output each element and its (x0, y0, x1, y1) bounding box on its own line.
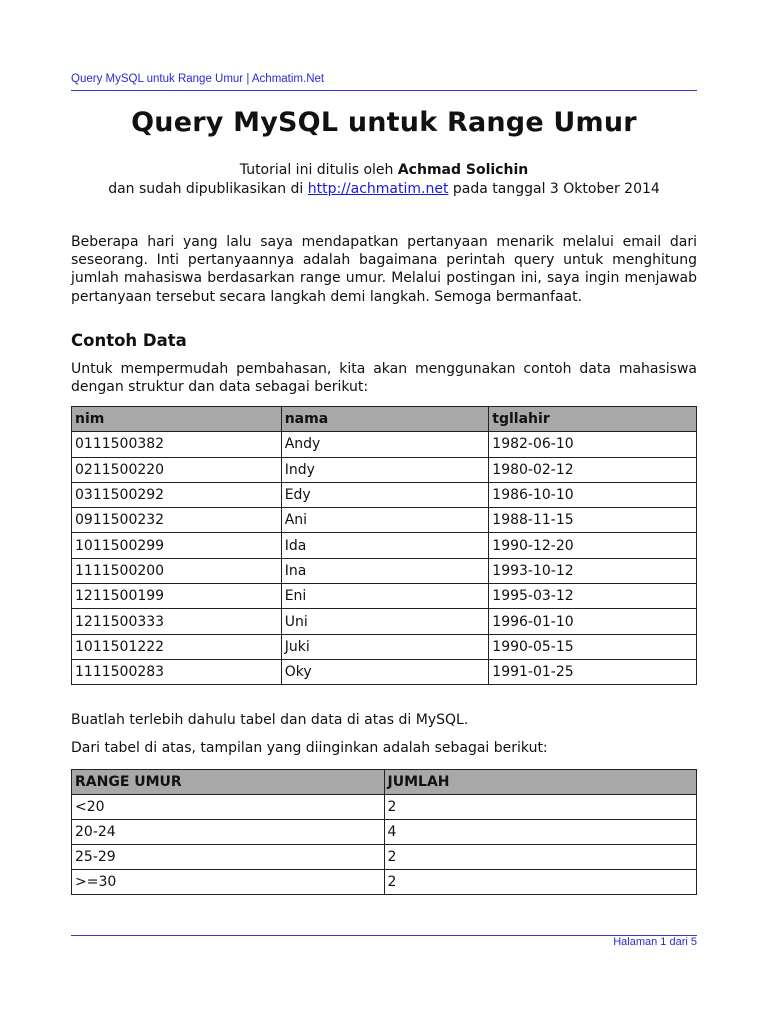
intro-paragraph: Beberapa hari yang lalu saya mendapatkan pertanyaan menarik melalui email dari seseorang. Inti pertanyaannya adalah bagaimana perintah query untuk menghitung jumlah mahasiswa berdasarkan range umur. Melalui postingan ini, saya ingin menjawab pertanyaan tersebut secara langkah demi langkah. Semoga bermanfaat. (71, 234, 697, 305)
table-cell: 1980-02-12 (489, 457, 697, 482)
column-header: JUMLAH (384, 770, 696, 795)
table-row (72, 508, 697, 533)
table-cell: 0911500232 (72, 508, 282, 533)
table-cell: 1990-12-20 (489, 533, 697, 558)
table-row (72, 845, 697, 870)
column-header: nim (72, 407, 282, 432)
table-cell: 0111500382 (72, 432, 282, 457)
document-title: Query MySQL untuk Range Umur (131, 107, 637, 138)
table-row (72, 533, 697, 558)
byline (71, 161, 697, 199)
table-cell: 0211500220 (72, 457, 282, 482)
table-cell: Andy (281, 432, 489, 457)
table-row (72, 659, 697, 684)
table-cell: 1995-03-12 (489, 584, 697, 609)
footer-divider (71, 935, 697, 936)
table-cell: 1111500283 (72, 659, 282, 684)
table-cell: 1986-10-10 (489, 482, 697, 507)
table-row (72, 482, 697, 507)
section-intro-paragraph: Untuk mempermudah pembahasan, kita akan menggunakan contoh data mahasiswa dengan struktur dan data sebagai berikut: (71, 361, 697, 396)
table-cell: Ida (281, 533, 489, 558)
table-row (72, 558, 697, 583)
page-number: Halaman 1 dari 5 (613, 936, 697, 948)
table-row (72, 584, 697, 609)
table-cell: 0311500292 (72, 482, 282, 507)
byline-date: pada tanggal 3 Oktober 2014 (448, 181, 660, 197)
table-cell: 2 (384, 795, 696, 820)
table-row (72, 870, 697, 895)
table-row (72, 795, 697, 820)
table-row (72, 609, 697, 634)
byline-line-2 (71, 180, 697, 199)
table-cell: 1982-06-10 (489, 432, 697, 457)
table-cell: 1011501222 (72, 634, 282, 659)
table-cell: Oky (281, 659, 489, 684)
table-cell: 1993-10-12 (489, 558, 697, 583)
table-cell: 1211500333 (72, 609, 282, 634)
instruction-paragraph: Buatlah terlebih dahulu tabel dan data di atas di MySQL. (71, 712, 469, 728)
table-cell: Uni (281, 609, 489, 634)
table-row (72, 820, 697, 845)
table-cell: <20 (72, 795, 385, 820)
age-range-table (71, 769, 697, 895)
table-cell: 25-29 (72, 845, 385, 870)
table-cell: 1211500199 (72, 584, 282, 609)
table-cell: 1111500200 (72, 558, 282, 583)
table-cell: 20-24 (72, 820, 385, 845)
table-cell: Ina (281, 558, 489, 583)
table-header-row (72, 407, 697, 432)
column-header: tgllahir (489, 407, 697, 432)
byline-published-prefix: dan sudah dipublikasikan di (108, 181, 308, 197)
section-heading: Contoh Data (71, 331, 187, 350)
table-row (72, 457, 697, 482)
column-header: RANGE UMUR (72, 770, 385, 795)
table-cell: Juki (281, 634, 489, 659)
table-cell: 1990-05-15 (489, 634, 697, 659)
table-cell: Ani (281, 508, 489, 533)
table-cell: Indy (281, 457, 489, 482)
expected-output-paragraph: Dari tabel di atas, tampilan yang diinginkan adalah sebagai berikut: (71, 740, 548, 756)
students-table (71, 406, 697, 685)
table-cell: 2 (384, 845, 696, 870)
table-cell: 1011500299 (72, 533, 282, 558)
byline-line-1 (71, 161, 697, 180)
site-link[interactable]: http://achmatim.net (307, 181, 449, 197)
table-cell: 2 (384, 870, 696, 895)
table-cell: Eni (281, 584, 489, 609)
table-row (72, 634, 697, 659)
byline-prefix: Tutorial ini ditulis oleh (239, 162, 398, 178)
table-cell: >=30 (72, 870, 385, 895)
author-name: Achmad Solichin (397, 162, 529, 178)
table-cell: 1988-11-15 (489, 508, 697, 533)
table-cell: 1996-01-10 (489, 609, 697, 634)
header-divider (71, 90, 697, 91)
table-cell: 4 (384, 820, 696, 845)
table-row (72, 432, 697, 457)
running-header: Query MySQL untuk Range Umur | Achmatim.Net (71, 73, 325, 85)
column-header: nama (281, 407, 489, 432)
table-header-row (72, 770, 697, 795)
table-cell: 1991-01-25 (489, 659, 697, 684)
table-cell: Edy (281, 482, 489, 507)
